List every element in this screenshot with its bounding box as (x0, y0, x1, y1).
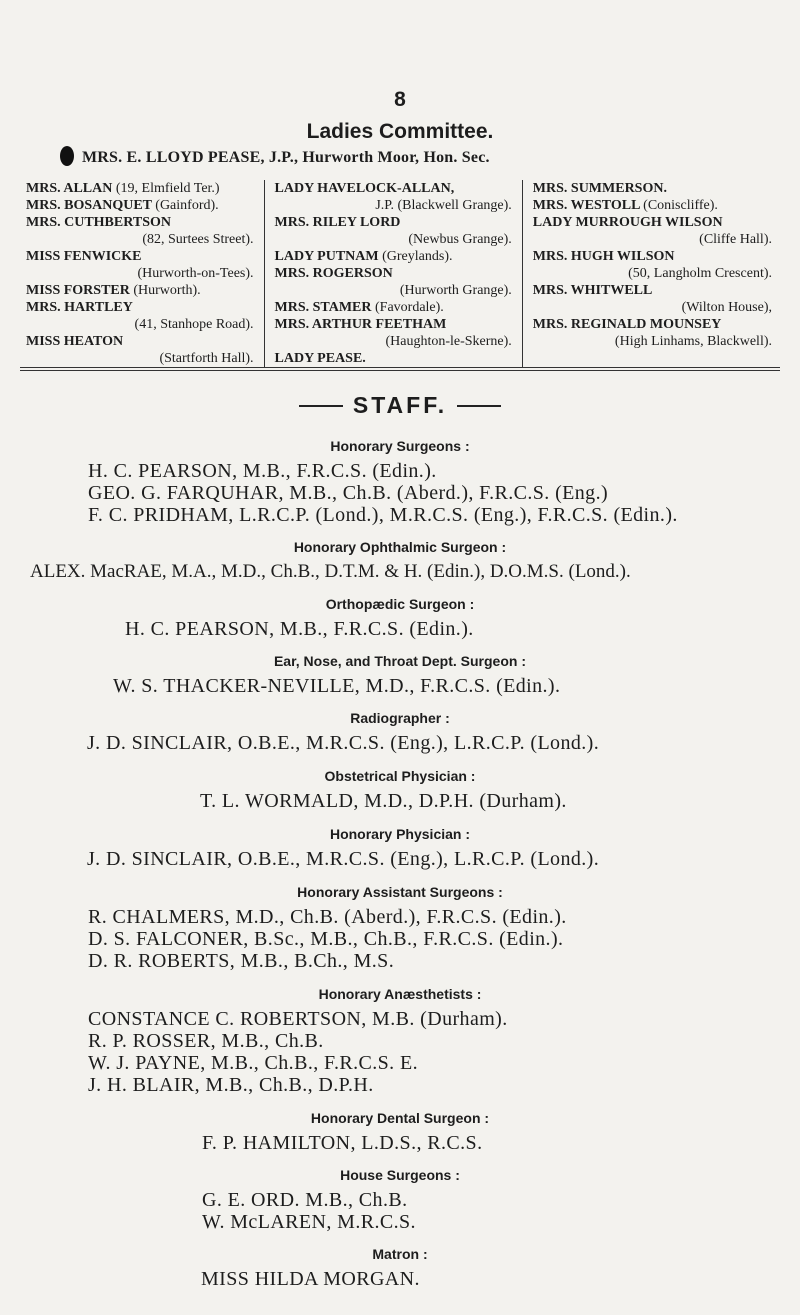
member-location: (Cliffe Hall). (699, 232, 772, 247)
staff-person: R. P. ROSSER, M.B., Ch.B. (88, 1030, 324, 1052)
staff-section (0, 986, 800, 1096)
committee-column-2 (264, 180, 523, 367)
section-heading: Radiographer : (350, 710, 450, 726)
committee-member (275, 299, 516, 316)
committee-member (533, 248, 776, 282)
section-heading: Obstetrical Physician : (324, 768, 476, 784)
staff-person: R. CHALMERS, M.D., Ch.B. (Aberd.), F.R.C.S. (Edin.). (88, 906, 567, 928)
committee-member (533, 214, 776, 248)
bullet-icon (60, 146, 74, 166)
member-location: (Wilton House), (681, 300, 772, 315)
staff-section (0, 596, 800, 640)
committee-member (533, 197, 776, 214)
staff-person: T. L. WORMALD, M.D., D.P.H. (Durham). (200, 790, 567, 812)
staff-section (0, 1110, 800, 1154)
section-heading: Orthopædic Surgeon : (325, 596, 475, 612)
member-location: (Startforth Hall). (159, 351, 254, 366)
secretary-text: MRS. E. LLOYD PEASE, J.P., Hurworth Moor, Hon. Sec. (82, 149, 490, 166)
member-name: MRS. STAMER (274, 300, 372, 315)
staff-section (0, 768, 800, 812)
ladies-committee-title: Ladies Committee. (306, 120, 494, 143)
staff-person: GEO. G. FARQUHAR, M.B., Ch.B. (Aberd.), F.R.C.S. (Eng.) (88, 482, 609, 504)
staff-person: MISS HILDA MORGAN. (201, 1268, 420, 1290)
section-heading: Ear, Nose, and Throat Dept. Surgeon : (273, 653, 527, 669)
member-name: MRS. ARTHUR FEETHAM (274, 317, 447, 332)
staff-section (0, 826, 800, 870)
member-location: (41, Stanhope Road). (134, 317, 254, 332)
committee-member (533, 282, 776, 316)
staff-person: G. E. ORD. M.B., Ch.B. (202, 1189, 408, 1211)
member-location: (Greylands). (382, 249, 453, 264)
committee-member (26, 299, 258, 333)
member-location: (Newbus Grange). (408, 232, 512, 247)
section-heading: Honorary Dental Surgeon : (310, 1110, 490, 1126)
staff-section (0, 1167, 800, 1233)
member-name: MRS. WHITWELL (532, 283, 653, 298)
staff-title: STAFF. (0, 392, 800, 419)
member-name: MRS. ALLAN (26, 181, 113, 196)
member-name: MISS HEATON (26, 334, 124, 349)
member-name: MRS. ROGERSON (274, 266, 393, 281)
member-name: LADY PEASE. (274, 351, 366, 366)
committee-member (26, 180, 258, 197)
staff-section (0, 710, 800, 754)
member-location: (Gainford). (155, 198, 219, 213)
committee-member (275, 316, 516, 350)
member-location: (Haughton-le-Skerne). (385, 334, 512, 349)
member-location: (Hurworth). (133, 283, 201, 298)
member-name: MISS FORSTER (26, 283, 130, 298)
staff-section (0, 1246, 800, 1290)
committee-members (20, 180, 782, 367)
committee-member (533, 316, 776, 350)
member-name: MRS. HUGH WILSON (532, 249, 675, 264)
section-heading: Honorary Ophthalmic Surgeon : (293, 539, 507, 555)
section-heading: Honorary Surgeons : (330, 438, 470, 454)
staff-person: W. J. PAYNE, M.B., Ch.B., F.R.C.S. E. (88, 1052, 418, 1074)
member-name: MRS. CUTHBERTSON (26, 215, 171, 230)
section-heading: Honorary Physician : (329, 826, 471, 842)
member-name: LADY PUTNAM (274, 249, 379, 264)
member-location: (19, Elmfield Ter.) (115, 181, 220, 196)
staff-section (0, 539, 800, 583)
staff-list (0, 438, 800, 1290)
member-location: J.P. (Blackwell Grange). (375, 198, 512, 213)
staff-person: W. McLAREN, M.R.C.S. (202, 1211, 416, 1233)
staff-person: CONSTANCE C. ROBERTSON, M.B. (Durham). (88, 1008, 508, 1030)
committee-member (26, 214, 258, 248)
staff-person: J. D. SINCLAIR, O.B.E., M.R.C.S. (Eng.), L.R.C.P. (Lond.). (87, 732, 600, 754)
committee-member (26, 282, 258, 299)
staff-person: J. D. SINCLAIR, O.B.E., M.R.C.S. (Eng.), L.R.C.P. (Lond.). (87, 848, 600, 870)
member-name: MRS. RILEY LORD (274, 215, 401, 230)
member-location: (Hurworth-on-Tees). (137, 266, 254, 281)
member-location: (High Linhams, Blackwell). (614, 334, 772, 349)
staff-section (0, 438, 800, 526)
staff-section (0, 884, 800, 972)
member-name: MRS. WESTOLL (532, 198, 640, 213)
staff-person: ALEX. MacRAE, M.A., M.D., Ch.B., D.T.M. & H. (Edin.), D.O.M.S. (Lond.). (30, 561, 631, 582)
section-heading: Honorary Assistant Surgeons : (297, 884, 503, 900)
member-name: MRS. REGINALD MOUNSEY (532, 317, 722, 332)
member-location: (Coniscliffe). (643, 198, 718, 213)
staff-person: D. S. FALCONER, B.Sc., M.B., Ch.B., F.R.C.S. (Edin.). (88, 928, 564, 950)
staff-person: H. C. PEARSON, M.B., F.R.C.S. (Edin.). (125, 618, 474, 640)
member-name: MISS FENWICKE (26, 249, 142, 264)
member-name: LADY MURROUGH WILSON (532, 215, 723, 230)
committee-member (533, 180, 776, 197)
staff-person: F. C. PRIDHAM, L.R.C.P. (Lond.), M.R.C.S. (Eng.), F.R.C.S. (Edin.). (88, 504, 678, 526)
member-name: MRS. HARTLEY (26, 300, 133, 315)
staff-person: J. H. BLAIR, M.B., Ch.B., D.P.H. (88, 1074, 374, 1096)
honorary-secretary (60, 146, 780, 167)
committee-column-1 (20, 180, 264, 367)
staff-person: F. P. HAMILTON, L.D.S., R.C.S. (202, 1132, 483, 1154)
committee-member (275, 265, 516, 299)
committee-column-3 (523, 180, 782, 367)
committee-member (275, 350, 516, 367)
section-heading: Matron : (372, 1246, 428, 1262)
section-heading: Honorary Anæsthetists : (318, 986, 482, 1002)
member-location: (Hurworth Grange). (399, 283, 512, 298)
member-name: MRS. BOSANQUET (26, 198, 152, 213)
staff-person: D. R. ROBERTS, M.B., B.Ch., M.S. (88, 950, 395, 972)
staff-person: H. C. PEARSON, M.B., F.R.C.S. (Edin.). (88, 460, 437, 482)
committee-member (275, 214, 516, 248)
staff-section (0, 653, 800, 697)
member-location: (82, Surtees Street). (142, 232, 254, 247)
member-location: (Favordale). (375, 300, 444, 315)
committee-member (275, 180, 516, 214)
section-heading: House Surgeons : (340, 1167, 460, 1183)
member-location: (50, Langholm Crescent). (628, 266, 772, 281)
committee-member (26, 333, 258, 367)
page-number: 8 (394, 88, 406, 111)
staff-person: W. S. THACKER-NEVILLE, M.D., F.R.C.S. (Edin.). (113, 675, 561, 697)
committee-member (26, 197, 258, 214)
committee-member (26, 248, 258, 282)
committee-member (275, 248, 516, 265)
member-name: MRS. SUMMERSON. (532, 181, 667, 196)
member-name: LADY HAVELOCK-ALLAN, (274, 181, 455, 196)
section-divider (20, 367, 780, 371)
